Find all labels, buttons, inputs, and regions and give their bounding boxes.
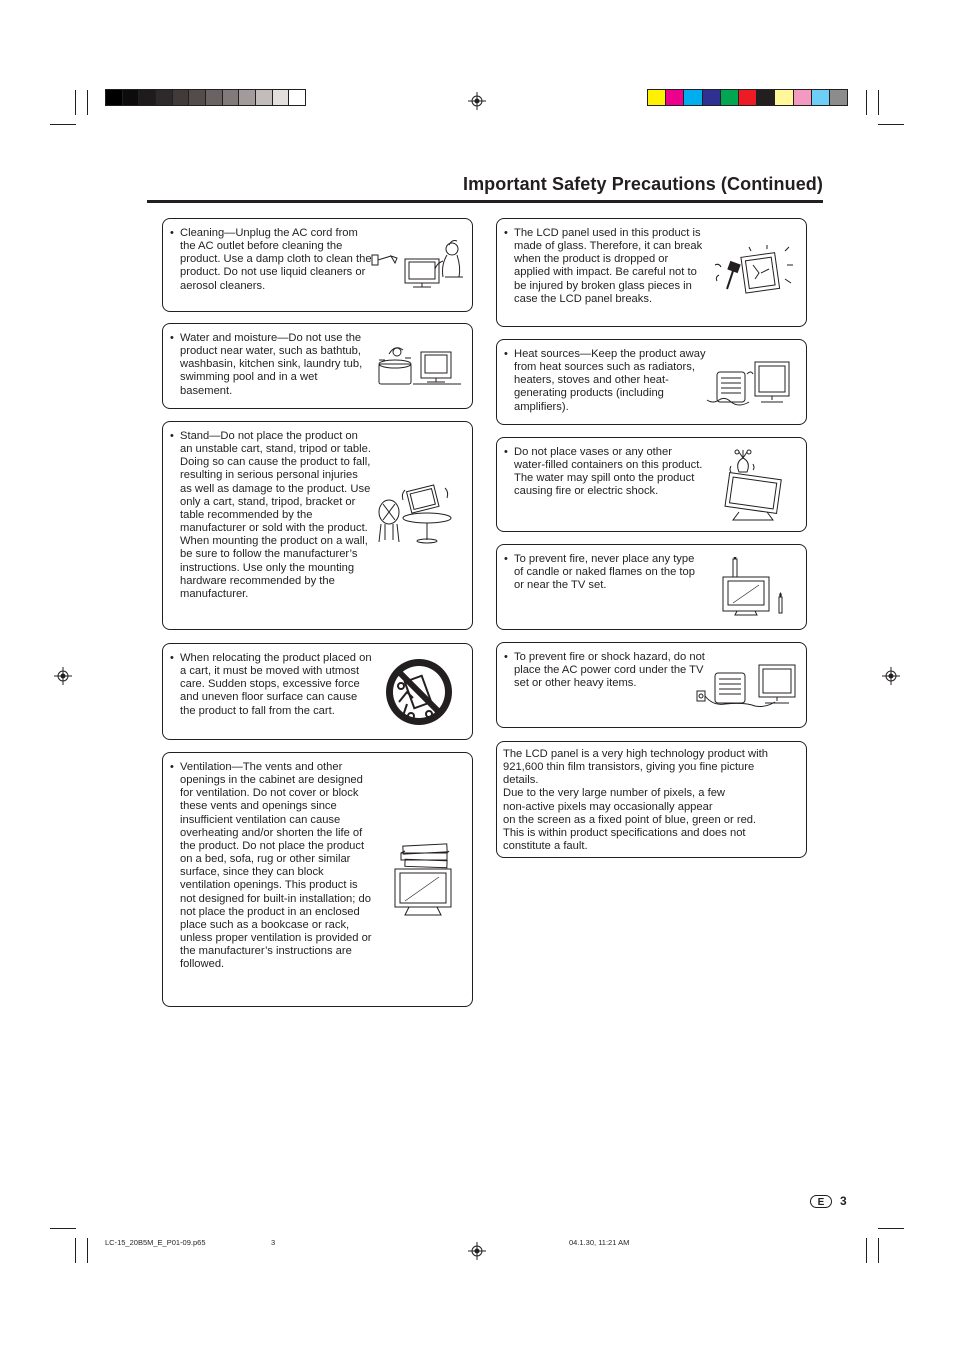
cord-box bbox=[496, 642, 807, 728]
bullet: • bbox=[504, 446, 508, 458]
file-name: LC-15_20B5M_E_P01-09.p65 bbox=[105, 1238, 206, 1247]
color-swatch bbox=[223, 90, 240, 105]
lcd-note-line: The LCD panel is a very high technology product with bbox=[503, 748, 768, 760]
bullet: • bbox=[170, 332, 174, 344]
bullet: • bbox=[170, 430, 174, 442]
cleaning-tv-illustration bbox=[369, 237, 465, 289]
relocating-box bbox=[162, 643, 473, 740]
color-swatch bbox=[684, 90, 702, 105]
vase-on-tv-illustration bbox=[719, 448, 785, 524]
color-swatch bbox=[106, 90, 123, 105]
registration-mark-bottom bbox=[468, 1242, 486, 1260]
lcd-note-text bbox=[503, 748, 803, 853]
ventilation-text: Ventilation—The vents and other openings in the cabinet are designed for ventilation. Do not cover or block these vents and openings since insufficient ventilation can cause overheating and/or shorten the life of the product. Do not place the product on a bed, sofa, rug or other similar surface, since they can block ventilation openings. This product is not designed for built-in installation; do not place the product in an enclosed place such as a bookcase or rack, unless proper ventilation is provided or the manufacturer’s instructions are followed. bbox=[180, 761, 372, 971]
cord-text: To prevent fire or shock hazard, do not place the AC power cord under the TV set or other heavy items. bbox=[514, 651, 705, 690]
color-swatch bbox=[739, 90, 757, 105]
cleaning-box bbox=[162, 218, 473, 312]
color-swatch bbox=[123, 90, 140, 105]
color-swatch bbox=[757, 90, 775, 105]
color-swatch bbox=[721, 90, 739, 105]
bullet: • bbox=[504, 348, 508, 360]
lcd-note-line: non-active pixels may occasionally appear bbox=[503, 800, 713, 813]
color-swatch bbox=[289, 90, 305, 105]
bullet: • bbox=[170, 652, 174, 664]
color-swatch bbox=[139, 90, 156, 105]
registration-mark-left bbox=[54, 667, 72, 685]
color-swatch bbox=[156, 90, 173, 105]
page-title: Important Safety Precautions (Continued) bbox=[462, 174, 823, 194]
bullet: • bbox=[504, 553, 508, 565]
vases-box bbox=[496, 437, 807, 532]
color-swatch bbox=[173, 90, 190, 105]
heat-box bbox=[496, 339, 807, 425]
water-text: Water and moisture—Do not use the product near water, such as bathtub, washbasin, kitchen sink, laundry tub, swimming pool and in a wet basement. bbox=[180, 332, 363, 397]
heat-text: Heat sources—Keep the product away from heat sources such as radiators, heaters, stoves and other heat-generating products (including amplifiers). bbox=[514, 348, 706, 413]
lcd-note-line: This is within product specifications and does not bbox=[503, 826, 746, 839]
stand-box bbox=[162, 421, 473, 630]
lcd-note-box bbox=[496, 741, 807, 858]
books-on-tv-illustration bbox=[391, 841, 457, 917]
candle-text: To prevent fire, never place any type of candle or naked flames on the top or near the TV set. bbox=[514, 553, 695, 592]
page-number: 3 bbox=[840, 1194, 847, 1208]
stand-text: Stand—Do not place the product on an unstable cart, stand, tripod or table. Doing so can cause the product to fall, resulting in serious personal injuries as well as damage to the product. Use only a cart, stand, tripod, bracket or table recommended by the manufacturer or sold with the product. When mounting the product on a wall, be sure to follow the manufacturer’s instructions. Use only the mounting hardware recommended by the manufacturer. bbox=[180, 430, 371, 600]
color-swatch bbox=[206, 90, 223, 105]
candle-box bbox=[496, 544, 807, 630]
color-swatch bbox=[812, 90, 830, 105]
color-swatch bbox=[666, 90, 684, 105]
relocating-text: When relocating the product placed on a cart, it must be moved with utmost care. Sudden stops, excessive force and uneven floor surface can cause the product to fall from the cart. bbox=[180, 652, 372, 717]
color-swatch bbox=[239, 90, 256, 105]
hammer-lcd-illustration bbox=[709, 245, 795, 301]
power-cord-tv-illustration bbox=[693, 661, 801, 715]
color-swatch bbox=[256, 90, 273, 105]
glass-text: The LCD panel used in this product is made of glass. Therefore, it can break when the product is dropped or applied with impact. Be careful not to be injured by broken glass pieces in case the LCD panel breaks. bbox=[514, 227, 703, 305]
color-swatch bbox=[189, 90, 206, 105]
color-swatch bbox=[703, 90, 721, 105]
color-swatch bbox=[648, 90, 666, 105]
bullet: • bbox=[170, 761, 174, 773]
ventilation-box bbox=[162, 752, 473, 1007]
vases-text: Do not place vases or any other water-filled containers on this product. The water may spill onto the product causing fire or electric shock. bbox=[514, 446, 703, 498]
registration-mark-right bbox=[882, 667, 900, 685]
falling-tv-table-illustration bbox=[375, 484, 457, 546]
timestamp: 04.1.30, 11:21 AM bbox=[569, 1238, 630, 1247]
color-swatch bbox=[794, 90, 812, 105]
candle-tv-illustration bbox=[721, 557, 787, 619]
lcd-note-line: Due to the very large number of pixels, a few bbox=[503, 787, 725, 800]
registration-mark-top bbox=[468, 92, 486, 110]
lcd-note-line: 921,600 thin film transistors, giving you fine picture bbox=[503, 761, 755, 774]
lcd-note-line: constitute a fault. bbox=[503, 840, 588, 853]
lcd-note-line: details. bbox=[503, 774, 539, 787]
cleaning-text: Cleaning—Unplug the AC cord from the AC outlet before cleaning the product. Use a damp cloth to clean the product. Do not use liquid cleaners or aerosol cleaners. bbox=[180, 227, 372, 292]
color-swatch bbox=[830, 90, 847, 105]
glass-box bbox=[496, 218, 807, 327]
process-color-bar bbox=[647, 89, 848, 106]
heater-tv-illustration bbox=[705, 358, 797, 410]
bullet: • bbox=[504, 227, 508, 239]
color-swatch bbox=[273, 90, 290, 105]
bullet: • bbox=[170, 227, 174, 239]
lcd-note-line: on the screen as a fixed point of blue, green or red. bbox=[503, 813, 757, 826]
file-page: 3 bbox=[271, 1238, 276, 1247]
water-sink-tv-illustration bbox=[375, 340, 465, 388]
language-badge: E bbox=[810, 1195, 832, 1208]
color-swatch bbox=[775, 90, 793, 105]
title-rule bbox=[147, 200, 823, 203]
water-box bbox=[162, 323, 473, 409]
cart-tip-over-warning-symbol bbox=[383, 656, 455, 730]
bullet: • bbox=[504, 651, 508, 663]
grayscale-color-bar bbox=[105, 89, 306, 106]
